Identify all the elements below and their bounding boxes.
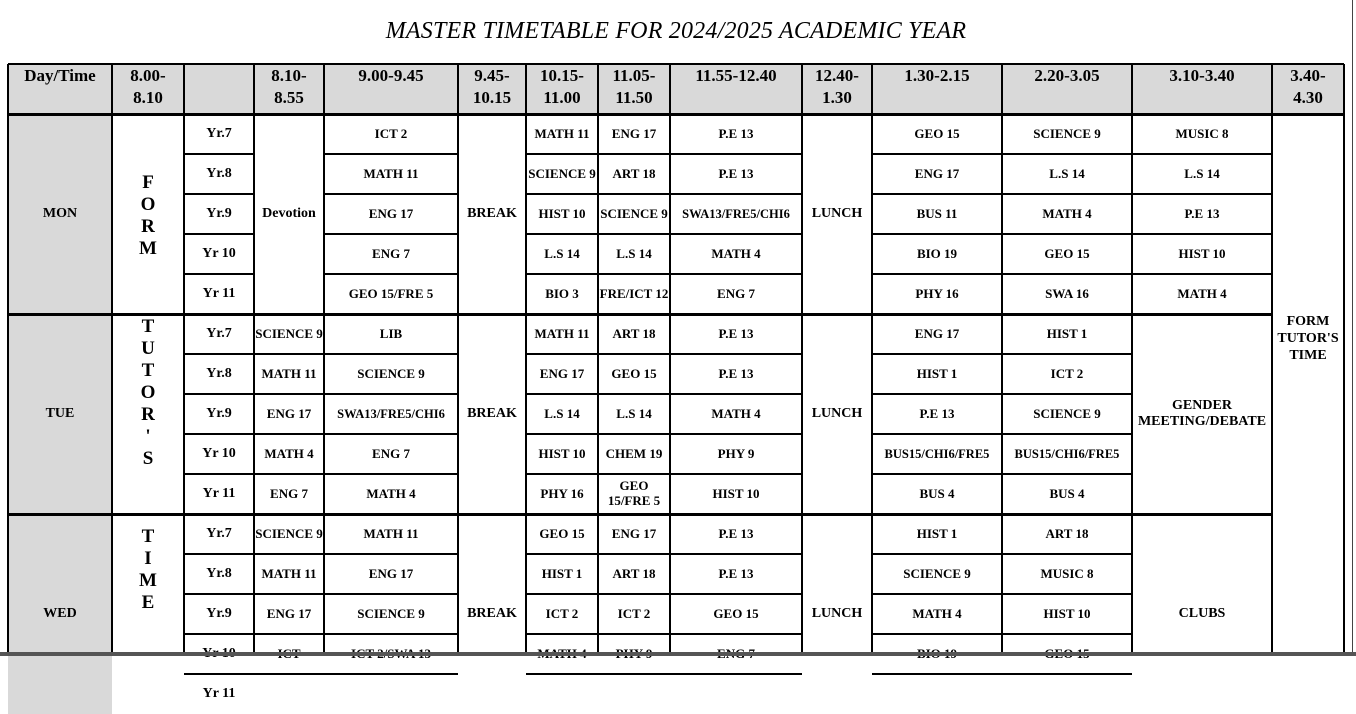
year-label: Yr.7 <box>206 525 232 541</box>
grid-line <box>1132 273 1272 275</box>
form-column-letter: M <box>139 238 157 259</box>
grid-line <box>184 393 254 395</box>
lesson-cell: MATH 11 <box>534 125 590 141</box>
form-column-letter: E <box>141 592 155 613</box>
gender-meeting-cell: GENDER MEETING/DEBATE <box>1137 397 1267 429</box>
lesson-cell: SCIENCE 9 <box>255 325 323 341</box>
lesson-cell: PHY 16 <box>915 285 959 301</box>
lesson-cell: ART 18 <box>612 325 656 341</box>
lesson-cell: L.S 14 <box>1049 165 1085 181</box>
lesson-cell: ENG 17 <box>266 605 312 621</box>
lesson-cell: SCIENCE 9 <box>1033 125 1101 141</box>
grid-line <box>324 193 458 195</box>
grid-line <box>324 473 458 475</box>
lesson-cell: ICT 2 <box>617 605 651 621</box>
header-time: 3.10-3.40 <box>1169 66 1235 85</box>
lesson-cell: ICT 2 <box>545 605 579 621</box>
year-label: Yr.8 <box>206 365 232 381</box>
header-time: 3.40- 4.30 <box>1290 66 1326 108</box>
lesson-cell: BUS 4 <box>919 485 955 501</box>
header-time: 9.45- 10.15 <box>472 66 512 108</box>
lesson-cell: ENG 17 <box>611 125 657 141</box>
grid-line <box>324 153 458 155</box>
year-label: Yr.9 <box>206 205 232 221</box>
form-column-letter: S <box>142 448 154 469</box>
break-cell: BREAK <box>467 605 517 621</box>
lesson-cell: ENG 17 <box>539 365 585 381</box>
lesson-cell: P.E 13 <box>718 325 754 341</box>
grid-line <box>324 393 458 395</box>
header-time: 10.15- 11.00 <box>540 66 584 108</box>
header-time: 8.10- 8.55 <box>271 66 307 108</box>
grid-line <box>526 673 802 675</box>
grid-line <box>111 64 113 654</box>
window-edge <box>1352 0 1353 656</box>
form-column-letter: U <box>141 338 155 359</box>
devotion-cell: Devotion <box>262 205 316 221</box>
grid-line <box>254 673 324 675</box>
grid-line <box>324 553 458 555</box>
lesson-cell: SWA13/FRE5/CHI6 <box>682 206 790 221</box>
timetable-grid <box>8 64 1344 704</box>
lesson-cell: MATH 11 <box>363 525 419 541</box>
lesson-cell: ENG 7 <box>372 245 410 261</box>
grid-line <box>872 393 1132 395</box>
lesson-cell: ART 18 <box>1045 525 1089 541</box>
grid-line <box>184 193 254 195</box>
lesson-cell: ICT 2 <box>374 125 408 141</box>
lesson-cell: MATH 4 <box>1042 205 1092 221</box>
grid-line <box>8 63 1344 65</box>
lesson-cell: GEO 15 <box>1044 245 1090 261</box>
lesson-cell: GEO 15 <box>539 525 585 541</box>
grid-line <box>254 433 324 435</box>
year-label: Yr.8 <box>206 565 232 581</box>
lunch-cell: LUNCH <box>811 405 863 421</box>
grid-line <box>872 153 1132 155</box>
lesson-cell: ENG 17 <box>914 165 960 181</box>
lesson-cell: ENG 17 <box>368 565 414 581</box>
lesson-cell: P.E 13 <box>718 565 754 581</box>
grid-line <box>184 433 254 435</box>
lesson-cell: ENG 17 <box>611 525 657 541</box>
grid-line <box>1132 153 1272 155</box>
lesson-cell: GEO 15 <box>611 365 657 381</box>
lesson-cell: P.E 13 <box>718 125 754 141</box>
lesson-cell: P.E 13 <box>919 405 955 421</box>
lesson-cell: PHY 9 <box>717 445 755 461</box>
lesson-cell: SCIENCE 9 <box>903 565 971 581</box>
break-cell: BREAK <box>467 405 517 421</box>
header-time: 11.55-12.40 <box>695 66 777 85</box>
form-column-letter: R <box>141 216 155 237</box>
lesson-cell: SCIENCE 9 <box>1033 405 1101 421</box>
header-time: 1.30-2.15 <box>904 66 970 85</box>
day-label-mon: MON <box>8 114 112 314</box>
year-label: Yr.8 <box>206 165 232 181</box>
year-label: Yr 10 <box>202 245 236 261</box>
lesson-cell: CHEM 19 <box>605 445 663 461</box>
form-column-letter: R <box>141 404 155 425</box>
lesson-cell: ENG 7 <box>372 445 410 461</box>
lesson-cell: MATH 11 <box>363 165 419 181</box>
form-column-letter: T <box>141 526 155 547</box>
lesson-cell: SCIENCE 9 <box>357 605 425 621</box>
grid-line <box>526 593 802 595</box>
lesson-cell: BIO 3 <box>545 285 579 301</box>
grid-line <box>872 233 1132 235</box>
lesson-cell: L.S 14 <box>544 245 580 261</box>
lesson-cell: MATH 4 <box>711 245 761 261</box>
grid-line <box>254 553 324 555</box>
lunch-cell: LUNCH <box>811 205 863 221</box>
lesson-cell: SCIENCE 9 <box>255 525 323 541</box>
form-column-letter: F <box>142 172 154 193</box>
lesson-cell: L.S 14 <box>616 405 652 421</box>
lesson-cell: SWA 16 <box>1045 285 1089 301</box>
year-label: Yr.7 <box>206 325 232 341</box>
grid-line <box>526 193 802 195</box>
grid-line <box>872 193 1132 195</box>
grid-line <box>324 233 458 235</box>
grid-line <box>1132 193 1272 195</box>
lunch-cell: LUNCH <box>811 605 863 621</box>
header-day-time: Day/Time <box>24 66 96 85</box>
lesson-cell: L.S 14 <box>616 245 652 261</box>
year-label: Yr 11 <box>202 285 236 301</box>
form-tutors-time-vertical <box>112 172 184 614</box>
form-column-letter: ' <box>145 426 151 447</box>
grid-line <box>324 433 458 435</box>
grid-line <box>526 433 802 435</box>
lesson-cell: MUSIC 8 <box>1175 125 1229 141</box>
header-blank <box>184 64 254 114</box>
day-label-tue: TUE <box>8 314 112 514</box>
grid-line <box>8 513 1272 516</box>
lesson-cell: HIST 1 <box>916 525 958 541</box>
grid-line <box>324 593 458 595</box>
grid-line <box>8 313 1272 316</box>
form-column-letter <box>146 470 151 526</box>
lesson-cell: ENG 17 <box>914 325 960 341</box>
lesson-cell: HIST 1 <box>916 365 958 381</box>
lesson-cell: SCIENCE 9 <box>357 365 425 381</box>
grid-line <box>184 353 254 355</box>
grid-line <box>872 273 1132 275</box>
lesson-cell: BUS15/CHI6/FRE5 <box>1014 446 1120 461</box>
header-time: 9.00-9.45 <box>358 66 424 85</box>
lesson-cell: MATH 11 <box>534 325 590 341</box>
lesson-cell: MATH 4 <box>366 485 416 501</box>
grid-line <box>872 593 1132 595</box>
lesson-cell: ENG 7 <box>717 285 755 301</box>
lesson-cell: HIST 10 <box>712 485 760 501</box>
header-time: 2.20-3.05 <box>1034 66 1100 85</box>
lesson-cell: BIO 19 <box>916 245 958 261</box>
lesson-cell: HIST 10 <box>538 445 586 461</box>
lesson-cell: GEO 15 <box>914 125 960 141</box>
grid-line <box>526 153 802 155</box>
form-column-letter <box>146 260 151 316</box>
grid-line <box>872 633 1132 635</box>
form-column-letter: I <box>144 548 152 569</box>
lesson-cell: HIST 1 <box>541 565 583 581</box>
grid-line <box>526 233 802 235</box>
lesson-cell: HIST 10 <box>1178 245 1226 261</box>
lesson-cell: SWA13/FRE5/CHI6 <box>337 406 445 421</box>
lesson-cell: P.E 13 <box>718 165 754 181</box>
grid-line <box>324 673 458 675</box>
lesson-cell: BUS15/CHI6/FRE5 <box>884 446 990 461</box>
header-time: 11.05- 11.50 <box>612 66 656 108</box>
grid-line <box>254 593 324 595</box>
lesson-cell: PHY 16 <box>540 485 584 501</box>
grid-line <box>526 633 802 635</box>
grid-line <box>324 633 458 635</box>
grid-line <box>526 353 802 355</box>
grid-line <box>8 113 1344 116</box>
bottom-edge <box>0 652 1356 656</box>
lesson-cell: ART 18 <box>612 565 656 581</box>
page-title: MASTER TIMETABLE FOR 2024/2025 ACADEMIC YEAR <box>385 18 967 44</box>
header-time: 12.40- 1.30 <box>815 66 859 108</box>
grid-line <box>526 273 802 275</box>
grid-line <box>7 64 9 654</box>
grid-line <box>1132 233 1272 235</box>
grid-line <box>184 153 254 155</box>
year-label: Yr 11 <box>202 485 236 501</box>
form-column-letter: T <box>141 360 155 381</box>
grid-line <box>872 473 1132 475</box>
form-column-letter: M <box>139 570 157 591</box>
grid-line <box>324 353 458 355</box>
grid-line <box>526 473 802 475</box>
lesson-cell: ENG 17 <box>368 205 414 221</box>
grid-line <box>184 553 254 555</box>
lesson-cell: MATH 4 <box>264 445 314 461</box>
lesson-cell: MATH 4 <box>1177 285 1227 301</box>
grid-line <box>254 633 324 635</box>
break-cell: BREAK <box>467 205 517 221</box>
lesson-cell: BUS 11 <box>916 205 958 221</box>
lesson-cell: L.S 14 <box>1184 165 1220 181</box>
grid-line <box>184 273 254 275</box>
grid-line <box>872 553 1132 555</box>
lesson-cell: HIST 1 <box>1046 325 1088 341</box>
grid-line <box>184 473 254 475</box>
year-label: Yr.7 <box>206 125 232 141</box>
lesson-cell: GEO 15 <box>713 605 759 621</box>
lesson-cell: GEO 15/FRE 5 <box>607 478 661 508</box>
grid-line <box>184 593 254 595</box>
grid-line <box>526 393 802 395</box>
grid-line <box>254 353 324 355</box>
clubs-cell: CLUBS <box>1178 605 1226 621</box>
lesson-cell: ENG 17 <box>266 405 312 421</box>
lesson-cell: P.E 13 <box>718 525 754 541</box>
lesson-cell: FRE/ICT 12 <box>599 285 669 301</box>
form-tutors-time-cell: FORM TUTOR'S TIME <box>1277 314 1339 363</box>
grid-line <box>526 553 802 555</box>
form-column-letter: O <box>140 382 156 403</box>
grid-line <box>872 673 1132 675</box>
grid-line <box>324 273 458 275</box>
grid-line <box>1343 64 1345 654</box>
grid-line <box>254 473 324 475</box>
lesson-cell: MUSIC 8 <box>1040 565 1094 581</box>
grid-line <box>872 433 1132 435</box>
lesson-cell: SCIENCE 9 <box>528 165 596 181</box>
header-time: 8.00- 8.10 <box>130 66 166 108</box>
year-label: Yr 10 <box>202 445 236 461</box>
lesson-cell: P.E 13 <box>718 365 754 381</box>
grid-line <box>872 353 1132 355</box>
lesson-cell: SCIENCE 9 <box>600 205 668 221</box>
lesson-cell: P.E 13 <box>1184 205 1220 221</box>
lesson-cell: ART 18 <box>612 165 656 181</box>
grid-line <box>184 633 254 635</box>
day-label-wed: WED <box>8 514 112 714</box>
year-label: Yr.9 <box>206 605 232 621</box>
lesson-cell: LIB <box>379 325 403 341</box>
year-label: Yr 11 <box>202 685 236 701</box>
lesson-cell: MATH 4 <box>711 405 761 421</box>
grid-line <box>184 673 254 675</box>
lesson-cell: HIST 10 <box>1043 605 1091 621</box>
lesson-cell: MATH 11 <box>261 565 317 581</box>
lesson-cell: ENG 7 <box>270 485 308 501</box>
lesson-cell: HIST 10 <box>538 205 586 221</box>
grid-line <box>184 233 254 235</box>
lesson-cell: L.S 14 <box>544 405 580 421</box>
lesson-cell: ICT 2 <box>1050 365 1084 381</box>
year-label: Yr.9 <box>206 405 232 421</box>
lesson-cell: BUS 4 <box>1049 485 1085 501</box>
form-column-letter: O <box>140 194 156 215</box>
lesson-cell: GEO 15/FRE 5 <box>348 285 434 301</box>
grid-line <box>254 393 324 395</box>
form-column-letter: T <box>141 316 155 337</box>
lesson-cell: MATH 11 <box>261 365 317 381</box>
lesson-cell: MATH 4 <box>912 605 962 621</box>
